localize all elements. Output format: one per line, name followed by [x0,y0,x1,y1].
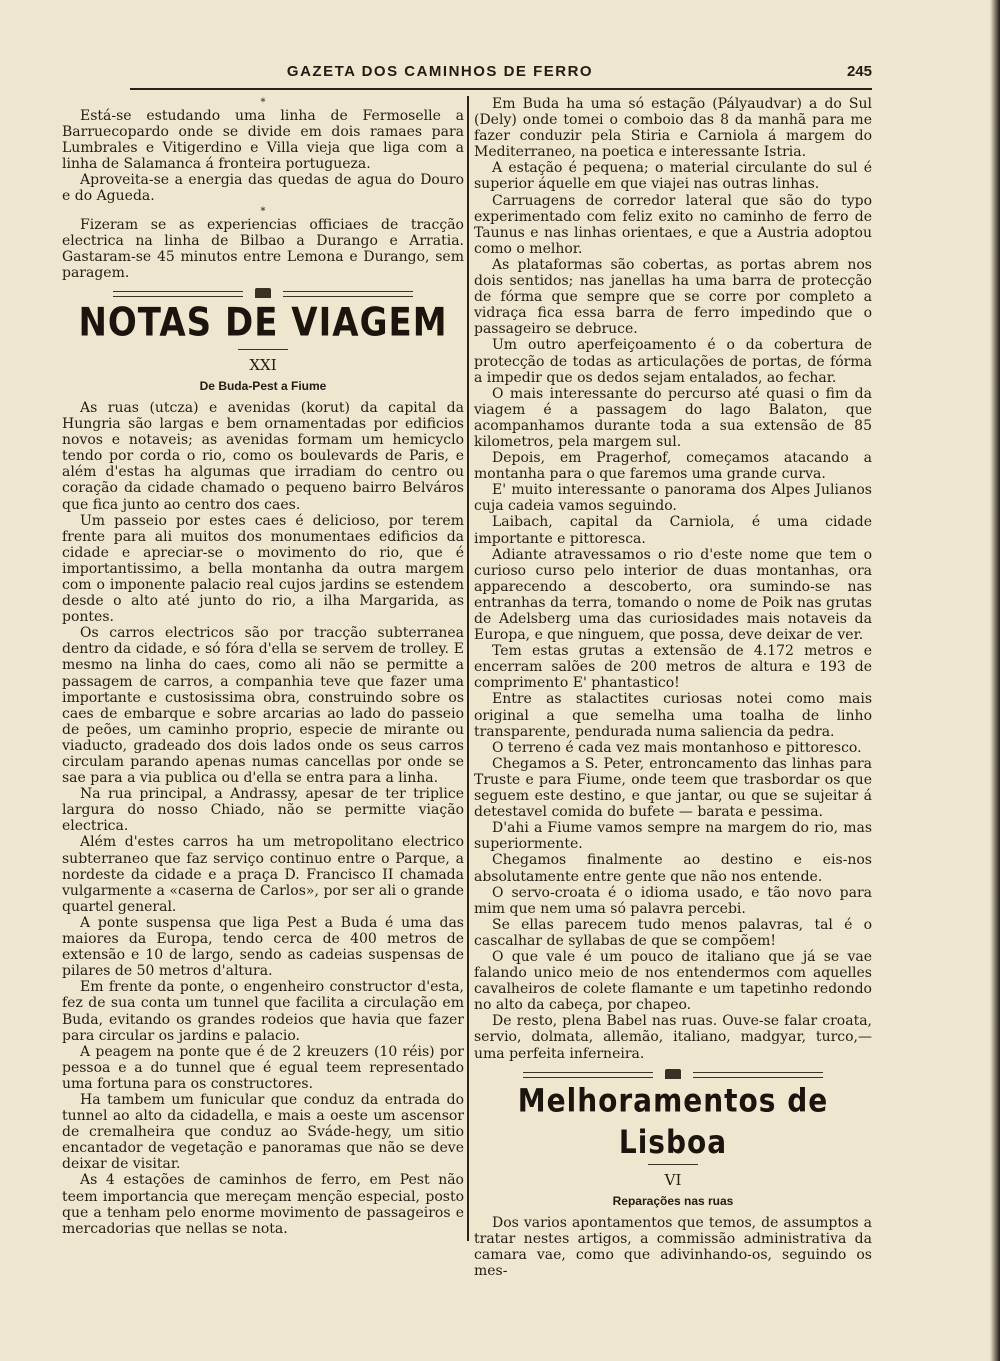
paragraph: Chegamos finalmente ao destino e eis-nos absolutamente entre gente que não nos entende. [474,852,872,885]
paragraph: Ha tambem um funicular que conduz da entrada do tunnel ao alto da cidadella, e mais a oeste um ascensor de cremalheira que conduz ao Sváde-hegy, um sitio encantador de vegetação e panoramas que não se deve deixar de visitar. [62,1091,464,1173]
paragraph: Em Buda ha uma só estação (Pályaudvar) a do Sul (Dely) onde tomei o comboio das 8 da manhã para me fazer conduzir pela Stiria e Carniola á margem do Mediterraneo, na poetica e interessante Istria. [474,96,872,161]
section-number: VI [664,1170,682,1189]
paragraph: Fizeram se as experiencias officiaes de tracção electrica na linha de Bilbao a Durango e Arratia. Gastaram-se 45 minutos entre Lemona e Durango, sem paragem. [62,216,464,281]
train-icon [255,288,271,298]
paragraph: O terreno é cada vez mais montanhoso e pittoresco. [492,739,862,756]
right-column [474,96,872,1279]
section-subtitle: Reparações nas ruas [612,1193,734,1208]
paragraph: Um passeio por estes caes é delicioso, por terem frente para ali muitos dos monumentaes edificios da cidade e apreciar-se o movimento do rio, que é importantissimo, a bella montanha da outra margem com o imponente palacio real cujos jardins se estendem desde o alto até junto do rio, a ilha Margarida, as pontes. [62,512,464,626]
paragraph: Aproveita-se a energia das quedas de agua do Douro e do Agueda. [62,172,464,205]
train-icon [665,1069,681,1079]
page-edge-shadow [990,0,1000,1361]
paragraph: Tem estas grutas a extensão de 4.172 metros e encerram salões de 200 metros de altura e 193 de comprimento E' phantastico! [474,643,872,692]
paragraph: O que vale é um pouco de italiano que já se vae falando unico meio de nos entendermos com aquelles cavalheiros de colete flamante e um tapetinho redondo no alto da cabeça, por chapeo. [474,948,872,1014]
paragraph: E' muito interessante o panorama dos Alpes Julianos cuja cadeia vamos seguindo. [474,482,872,515]
short-rule [238,349,288,350]
paragraph: As ruas (utcza) e avenidas (korut) da capital da Hungria são largas e bem ornamentadas por edificios novos e notaveis; as avenidas formam um hemicyclo tendo por corda o rio, como os boulevards de Paris, e além d'estas ha algumas que irradiam do centro ou coração da cidade chamado o pequeno bairro Belváros que fica junto ao centro dos caes. [62,399,464,513]
left-column [62,96,464,1237]
page-header [130,58,872,90]
paragraph: Em frente da ponte, o engenheiro constructor d'esta, fez de sua conta um tunnel que facilita a circulação em Buda, evitando os grandes rodeios que havia que fazer para circular os jardins e palacio. [62,979,464,1044]
paragraph: Um outro aperfeiçoamento é o da cobertura de protecção de todas as articulações de portas, de fórma a impedir que os dedos sejam entalados, ao fechar. [474,337,872,386]
page-number: 245 [846,63,872,80]
section-title: Melhoramentos de Lisboa [517,1081,829,1161]
paragraph: Laibach, capital da Carniola, é uma cidade importante e pittoresca. [474,514,872,547]
paragraph: Chegamos a S. Peter, entroncamento das linhas para Truste e para Fiume, onde teem que trasbordar os que seguem este destino, e que jantar, ou que se sujeitar á detestavel comida do bufete — barata e pessima. [474,755,872,821]
ornament-divider [523,1068,823,1080]
short-rule [648,1164,698,1165]
paragraph: As 4 estações de caminhos de ferro, em Pest não teem importancia que mereçam menção especial, posto que a tenham pelo enorme movimento de passageiros e mercadorias que nellas se nota. [62,1172,464,1237]
section-title: NOTAS DE VIAGEM [78,299,448,346]
paragraph: Dos varios apontamentos que temos, de assumptos a tratar nestes artigos, a commissão administrativa da camara vae, como que adivinhando-os, seguindo os mes- [474,1214,872,1279]
journal-title: GAZETA DOS CAMINHOS DE FERRO [286,63,594,80]
section-subtitle: De Buda-Pest a Fiume [199,378,327,393]
paragraph: Se ellas parecem tudo menos palavras, tal é o cascalhar de syllabas de que se compõem! [474,916,872,949]
paragraph: O servo-croata é o idioma usado, e tão novo para mim que nem uma só palavra percebi. [474,884,872,917]
paragraph: Depois, em Pragerhof, começamos atacando a montanha para o que faremos uma grande curva. [474,450,872,483]
paragraph: Os carros electricos são por tracção subterranea dentro da cidade, e só fóra d'ella se servem de trolley. E mesmo na linha do caes, como ali não se permitte a passagem de carros, a companhia teve que fazer uma importante e custosissima obra, construindo sobre os caes de embarque e sobre arcarias ao lado do passeio de peões, um caminho proprio, especie de mirante ou viaducto, gradeado dos dois lados onde os seus carros circulam parando apenas numas cancellas por onde se sae para a via publica ou d'ella se entra para a linha. [62,625,464,787]
paragraph: Na rua principal, a Andrassy, apesar de ter triplice largura do nosso Chiado, não se permitte viação electrica. [62,786,464,835]
paragraph: Além d'estes carros ha um metropolitano electrico subterraneo que faz serviço continuo entre o Parque, a nordeste da cidade e a praça D. Francisco II chamada vulgarmente a «caserna de Carlos», por ser ali o grande quartel general. [62,834,464,915]
separator-star: * [260,97,266,108]
ornament-divider [113,287,413,299]
separator-star: * [260,205,266,217]
column-divider [467,96,469,1241]
paragraph: Adiante atravessamos o rio d'este nome que tem o curioso curso pelo interior de duas montanhas, ora apparecendo a descoberto, ora sumindo-se nas entranhas da terra, tomando o nome de Poik nas grutas de Adelsberg uma das curiosidades mais notaveis da Europa, e que ninguem, que possa, deve deixar de ver. [474,546,872,644]
section-number: XXI [249,355,277,374]
paragraph: Carruagens de corredor lateral que são do typo experimentado com feliz exito no caminho de ferro de Taunus e nas linhas orientaes, e que a Austria adoptou como o melhor. [474,192,872,257]
paragraph: Entre as stalactites curiosas notei como mais original a que semelha uma toalha de linho transparente, pendurada numa saliencia da pedra. [474,691,872,740]
paragraph: O mais interessante do percurso até quasi o fim da viagem é a passagem do lago Balaton, que acompanhamos durante toda a sua extensão de 85 kilometros, pela margem sul. [474,385,872,450]
paragraph: D'ahi a Fiume vamos sempre na margem do rio, mas superiormente. [474,820,872,853]
paragraph: A ponte suspensa que liga Pest a Buda é uma das maiores da Europa, tendo cerca de 400 metros de extensão e 10 de largo, sendo as cadeias suspensas de pilares de 50 metros d'altura. [62,914,464,980]
paragraph: Está-se estudando uma linha de Fermoselle a Barruecopardo onde se divide em dois ramaes para Lumbrales e Vitigerdino e Villa vieja que liga com a linha de Salamanca á fronteira portugueza. [62,108,464,173]
paragraph: A estação é pequena; o material circulante do sul é superior áquelle em que viajei nas outras linhas. [474,160,872,193]
paragraph: A peagem na ponte que é de 2 kreuzers (10 réis) por pessoa e a do tunnel que é egual teem representado uma fortuna para os constructores. [62,1043,464,1092]
paragraph: As plataformas são cobertas, as portas abrem nos dois sentidos; nas janellas ha uma barra de protecção de fórma que sempre que se corre por completo a vidraça fica essa barra de ferro impedindo que o passageiro se debruce. [474,256,872,338]
paragraph: De resto, plena Babel nas ruas. Ouve-se falar croata, servio, dolmata, allemão, italiano, madgyar, turco,—uma perfeita inferneira. [474,1013,872,1062]
